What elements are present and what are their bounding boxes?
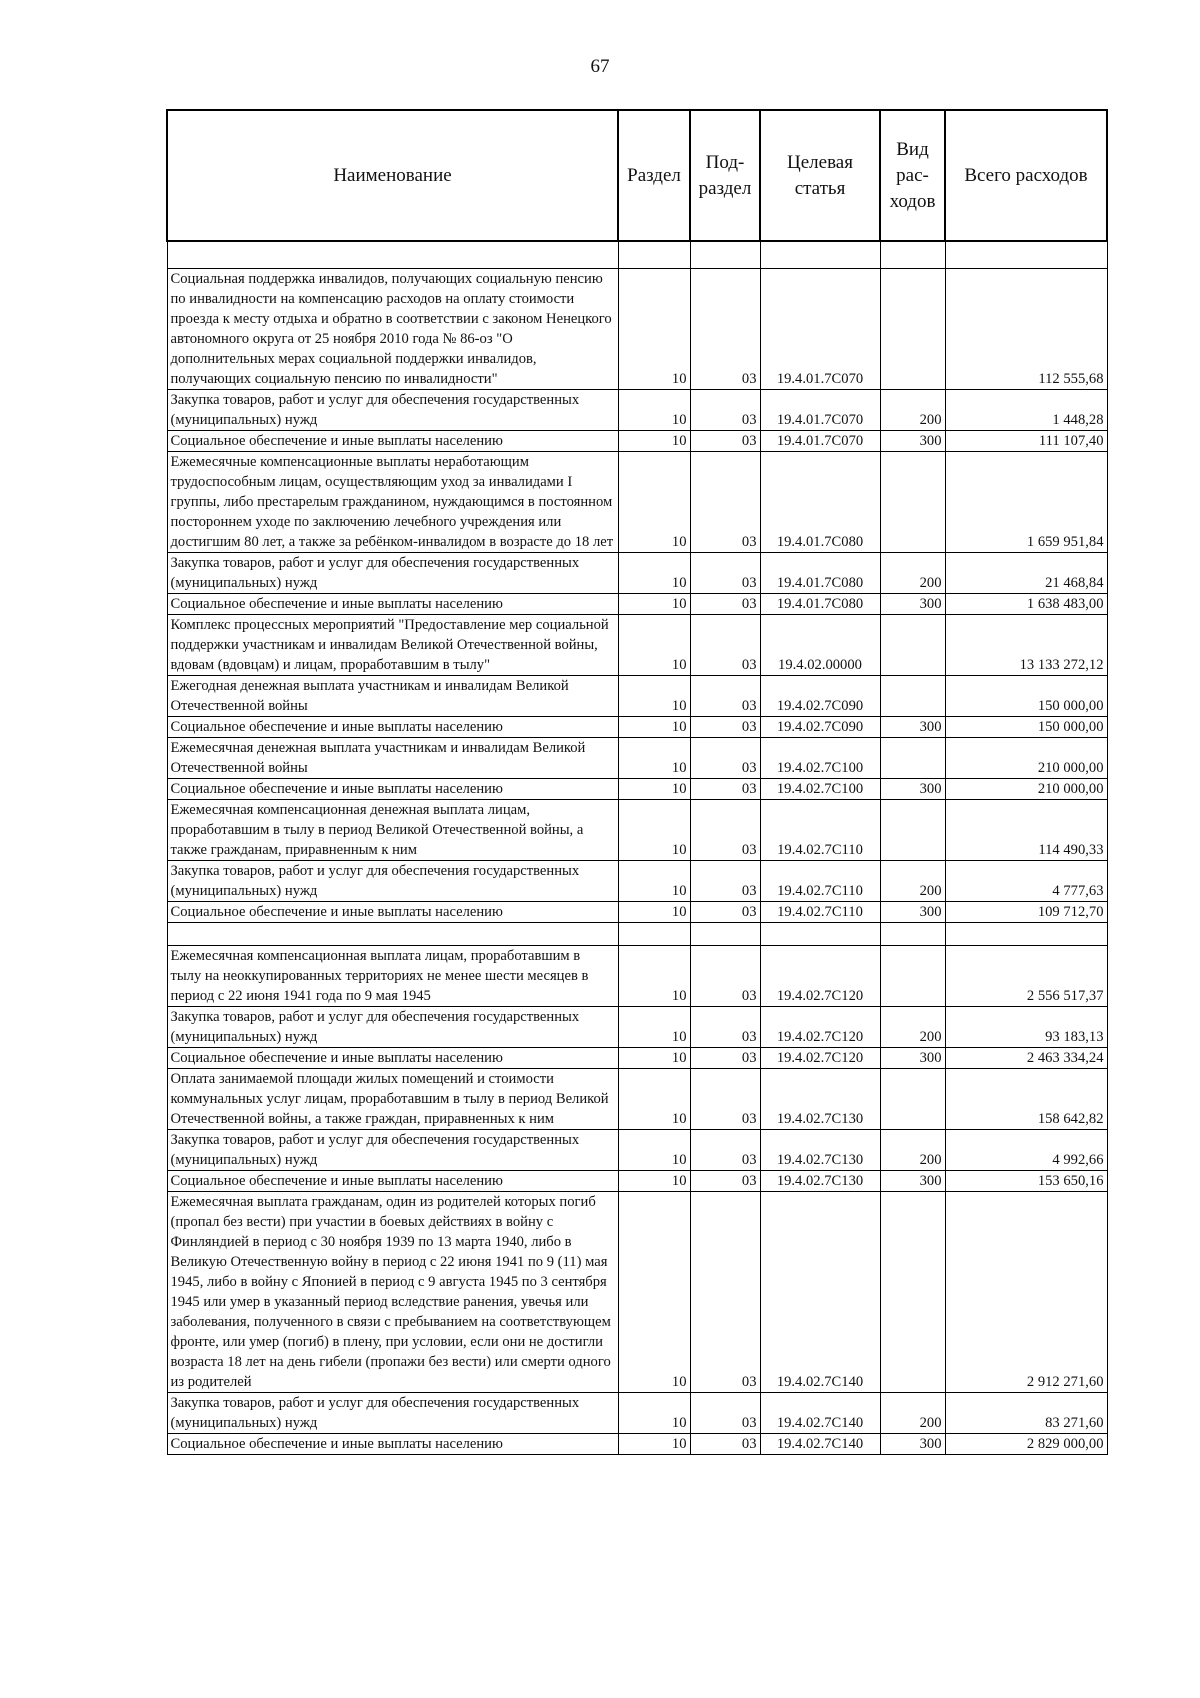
- row-name: Ежемесячная компенсационная денежная выплата лицам, проработавшим в тылу в период Великой Отечественной войны, а также гражданам, приравненным к ним: [167, 800, 618, 861]
- row-name: Закупка товаров, работ и услуг для обеспечения государственных (муниципальных) нужд: [167, 553, 618, 594]
- row-section: 10: [618, 452, 690, 553]
- table-row: [167, 676, 1107, 717]
- row-expense-kind: [880, 738, 945, 779]
- row-section: 10: [618, 553, 690, 594]
- row-total: 4 777,63: [945, 861, 1107, 902]
- table-row: [167, 902, 1107, 923]
- table-row: [167, 1069, 1107, 1130]
- row-expense-kind: 200: [880, 1130, 945, 1171]
- row-total: 2 829 000,00: [945, 1434, 1107, 1455]
- row-name: Ежемесячная компенсационная выплата лицам, проработавшим в тылу на неоккупированных территориях не менее шести месяцев в период с 22 июня 1941 года по 9 мая 1945: [167, 946, 618, 1007]
- row-subsection: 03: [690, 1069, 760, 1130]
- row-expense-kind: 300: [880, 1048, 945, 1069]
- row-name: Закупка товаров, работ и услуг для обеспечения государственных (муниципальных) нужд: [167, 1007, 618, 1048]
- row-target-article: 19.4.02.7С140: [760, 1192, 880, 1393]
- row-target-article: 19.4.02.7С110: [760, 902, 880, 923]
- row-section: 10: [618, 615, 690, 676]
- row-name: Ежегодная денежная выплата участникам и инвалидам Великой Отечественной войны: [167, 676, 618, 717]
- row-name: Социальное обеспечение и иные выплаты населению: [167, 779, 618, 800]
- row-section: 10: [618, 269, 690, 390]
- row-name: Закупка товаров, работ и услуг для обеспечения государственных (муниципальных) нужд: [167, 1130, 618, 1171]
- row-name: Социальное обеспечение и иные выплаты населению: [167, 1048, 618, 1069]
- row-subsection: 03: [690, 615, 760, 676]
- row-section: 10: [618, 861, 690, 902]
- row-expense-kind: [880, 1192, 945, 1393]
- row-target-article: 19.4.01.7С080: [760, 594, 880, 615]
- spacer-cell: [167, 923, 618, 946]
- row-expense-kind: 300: [880, 902, 945, 923]
- row-section: 10: [618, 946, 690, 1007]
- row-subsection: 03: [690, 1130, 760, 1171]
- row-subsection: 03: [690, 1007, 760, 1048]
- spacer-cell: [690, 241, 760, 269]
- table-row: [167, 717, 1107, 738]
- row-section: 10: [618, 676, 690, 717]
- table-row: [167, 946, 1107, 1007]
- row-expense-kind: 200: [880, 1007, 945, 1048]
- row-name: Комплекс процессных мероприятий "Предоставление мер социальной поддержки участникам и инвалидам Великой Отечественной войны, вдовам (вдовцам) и лицам, проработавшим в тылу": [167, 615, 618, 676]
- row-total: 210 000,00: [945, 738, 1107, 779]
- row-expense-kind: 300: [880, 594, 945, 615]
- row-total: 1 659 951,84: [945, 452, 1107, 553]
- row-name: Социальное обеспечение и иные выплаты населению: [167, 431, 618, 452]
- row-section: 10: [618, 1393, 690, 1434]
- row-target-article: 19.4.02.00000: [760, 615, 880, 676]
- row-name: Социальное обеспечение и иные выплаты населению: [167, 902, 618, 923]
- row-section: 10: [618, 902, 690, 923]
- row-total: 150 000,00: [945, 717, 1107, 738]
- row-target-article: 19.4.02.7С100: [760, 779, 880, 800]
- table-row: [167, 738, 1107, 779]
- table-row: [167, 594, 1107, 615]
- row-subsection: 03: [690, 676, 760, 717]
- table-row: [167, 452, 1107, 553]
- row-total: 150 000,00: [945, 676, 1107, 717]
- table-row: [167, 615, 1107, 676]
- row-subsection: 03: [690, 594, 760, 615]
- row-total: 210 000,00: [945, 779, 1107, 800]
- row-name: Оплата занимаемой площади жилых помещений и стоимости коммунальных услуг лицам, проработавшим в тылу в период Великой Отечественной войны, а также граждан, приравненных к ним: [167, 1069, 618, 1130]
- row-target-article: 19.4.02.7С110: [760, 800, 880, 861]
- row-expense-kind: 300: [880, 779, 945, 800]
- row-total: 114 490,33: [945, 800, 1107, 861]
- row-section: 10: [618, 738, 690, 779]
- row-section: 10: [618, 431, 690, 452]
- row-name: Закупка товаров, работ и услуг для обеспечения государственных (муниципальных) нужд: [167, 390, 618, 431]
- row-total: 112 555,68: [945, 269, 1107, 390]
- row-total: 21 468,84: [945, 553, 1107, 594]
- row-section: 10: [618, 1130, 690, 1171]
- table-body: [167, 241, 1107, 1455]
- table-row: [167, 800, 1107, 861]
- row-target-article: 19.4.02.7С120: [760, 946, 880, 1007]
- row-total: 2 556 517,37: [945, 946, 1107, 1007]
- row-target-article: 19.4.02.7С130: [760, 1171, 880, 1192]
- row-name: Социальное обеспечение и иные выплаты населению: [167, 594, 618, 615]
- spacer-cell: [880, 923, 945, 946]
- header-kind: Вид рас- ходов: [880, 110, 945, 241]
- row-subsection: 03: [690, 800, 760, 861]
- row-target-article: 19.4.02.7С130: [760, 1130, 880, 1171]
- row-section: 10: [618, 1434, 690, 1455]
- row-target-article: 19.4.02.7С140: [760, 1393, 880, 1434]
- row-target-article: 19.4.01.7С080: [760, 553, 880, 594]
- row-target-article: 19.4.02.7С090: [760, 717, 880, 738]
- table-row: [167, 390, 1107, 431]
- row-expense-kind: [880, 676, 945, 717]
- table-row: [167, 1434, 1107, 1455]
- row-section: 10: [618, 800, 690, 861]
- header-section: Раздел: [618, 110, 690, 241]
- row-section: 10: [618, 717, 690, 738]
- table-row: [167, 1171, 1107, 1192]
- spacer-cell: [167, 241, 618, 269]
- row-total: 4 992,66: [945, 1130, 1107, 1171]
- row-subsection: 03: [690, 902, 760, 923]
- row-name: Закупка товаров, работ и услуг для обеспечения государственных (муниципальных) нужд: [167, 861, 618, 902]
- row-name: Социальное обеспечение и иные выплаты населению: [167, 1171, 618, 1192]
- table-row: [167, 431, 1107, 452]
- header-total: Всего расходов: [945, 110, 1107, 241]
- row-expense-kind: [880, 452, 945, 553]
- row-name: Социальное обеспечение и иные выплаты населению: [167, 1434, 618, 1455]
- row-subsection: 03: [690, 1192, 760, 1393]
- spacer-cell: [618, 923, 690, 946]
- row-section: 10: [618, 1048, 690, 1069]
- spacer-cell: [945, 241, 1107, 269]
- row-subsection: 03: [690, 1048, 760, 1069]
- row-subsection: 03: [690, 1393, 760, 1434]
- row-expense-kind: 300: [880, 431, 945, 452]
- header-row: [167, 110, 1107, 241]
- row-subsection: 03: [690, 779, 760, 800]
- row-target-article: 19.4.02.7С100: [760, 738, 880, 779]
- row-expense-kind: 300: [880, 717, 945, 738]
- row-section: 10: [618, 390, 690, 431]
- row-total: 111 107,40: [945, 431, 1107, 452]
- row-expense-kind: 200: [880, 390, 945, 431]
- row-subsection: 03: [690, 1434, 760, 1455]
- row-subsection: 03: [690, 452, 760, 553]
- row-total: 1 448,28: [945, 390, 1107, 431]
- row-target-article: 19.4.01.7С080: [760, 452, 880, 553]
- row-name: Ежемесячные компенсационные выплаты неработающим трудоспособным лицам, осуществляющим уход за инвалидами I группы, либо престарелым гражданином, нуждающимся в постоянном постороннем уходе по заключению лечебного учреждения или достигшим 80 лет, а также за ребёнком-инвалидом в возрасте до 18 лет: [167, 452, 618, 553]
- table-row: [167, 861, 1107, 902]
- row-total: 13 133 272,12: [945, 615, 1107, 676]
- row-subsection: 03: [690, 738, 760, 779]
- row-expense-kind: [880, 615, 945, 676]
- row-section: 10: [618, 1192, 690, 1393]
- row-target-article: 19.4.02.7С140: [760, 1434, 880, 1455]
- table-row: [167, 1393, 1107, 1434]
- row-target-article: 19.4.01.7С070: [760, 269, 880, 390]
- spacer-cell: [760, 923, 880, 946]
- row-expense-kind: 200: [880, 861, 945, 902]
- row-target-article: 19.4.02.7С130: [760, 1069, 880, 1130]
- spacer-cell: [618, 241, 690, 269]
- row-subsection: 03: [690, 269, 760, 390]
- row-target-article: 19.4.02.7С120: [760, 1007, 880, 1048]
- spacer-row: [167, 241, 1107, 269]
- row-target-article: 19.4.02.7С120: [760, 1048, 880, 1069]
- row-section: 10: [618, 594, 690, 615]
- row-section: 10: [618, 1007, 690, 1048]
- row-name: Ежемесячная денежная выплата участникам и инвалидам Великой Отечественной войны: [167, 738, 618, 779]
- table-row: [167, 1048, 1107, 1069]
- row-subsection: 03: [690, 946, 760, 1007]
- row-subsection: 03: [690, 390, 760, 431]
- header-target: Целевая статья: [760, 110, 880, 241]
- table-row: [167, 1192, 1107, 1393]
- row-total: 109 712,70: [945, 902, 1107, 923]
- row-subsection: 03: [690, 431, 760, 452]
- row-section: 10: [618, 779, 690, 800]
- row-expense-kind: [880, 269, 945, 390]
- spacer-cell: [760, 241, 880, 269]
- row-subsection: 03: [690, 861, 760, 902]
- row-total: 2 463 334,24: [945, 1048, 1107, 1069]
- row-target-article: 19.4.02.7С110: [760, 861, 880, 902]
- row-total: 153 650,16: [945, 1171, 1107, 1192]
- row-expense-kind: [880, 1069, 945, 1130]
- row-subsection: 03: [690, 553, 760, 594]
- row-name: Закупка товаров, работ и услуг для обеспечения государственных (муниципальных) нужд: [167, 1393, 618, 1434]
- row-name: Социальное обеспечение и иные выплаты населению: [167, 717, 618, 738]
- spacer-cell: [880, 241, 945, 269]
- row-section: 10: [618, 1171, 690, 1192]
- row-total: 158 642,82: [945, 1069, 1107, 1130]
- spacer-cell: [690, 923, 760, 946]
- table-row: [167, 779, 1107, 800]
- spacer-row: [167, 923, 1107, 946]
- row-subsection: 03: [690, 717, 760, 738]
- row-name: Социальная поддержка инвалидов, получающих социальную пенсию по инвалидности на компенсацию расходов на оплату стоимости проезда к месту отдыха и обратно в соответствии с законом Ненецкого автономного округа от 25 ноября 2010 года № 86-оз "О дополнительных мерах социальной поддержки инвалидов, получающих социальную пенсию по инвалидности": [167, 269, 618, 390]
- row-target-article: 19.4.02.7С090: [760, 676, 880, 717]
- table-row: [167, 1007, 1107, 1048]
- spacer-cell: [945, 923, 1107, 946]
- row-expense-kind: [880, 946, 945, 1007]
- table-row: [167, 269, 1107, 390]
- table-row: [167, 1130, 1107, 1171]
- row-expense-kind: 300: [880, 1171, 945, 1192]
- row-total: 2 912 271,60: [945, 1192, 1107, 1393]
- row-target-article: 19.4.01.7С070: [760, 431, 880, 452]
- row-expense-kind: [880, 800, 945, 861]
- table-row: [167, 553, 1107, 594]
- row-target-article: 19.4.01.7С070: [760, 390, 880, 431]
- row-total: 83 271,60: [945, 1393, 1107, 1434]
- row-total: 93 183,13: [945, 1007, 1107, 1048]
- row-expense-kind: 300: [880, 1434, 945, 1455]
- row-expense-kind: 200: [880, 553, 945, 594]
- budget-table: [166, 109, 1108, 1455]
- row-expense-kind: 200: [880, 1393, 945, 1434]
- header-name: Наименование: [167, 110, 618, 241]
- page-number: 67: [590, 56, 610, 77]
- row-name: Ежемесячная выплата гражданам, один из родителей которых погиб (пропал без вести) при участии в боевых действиях в войну с Финляндией в период с 30 ноября 1939 по 13 марта 1940, либо в Великую Отечественную войну в период с 22 июня 1941 по 9 (11) мая 1945, либо в войну с Японией в период с 9 августа 1945 по 3 сентября 1945 или умер в указанный период вследствие ранения, увечья или заболевания, полученного в связи с пребыванием на соответствующем фронте, или умер (погиб) в плену, при условии, если они не достигли возраста 18 лет на день гибели (пропажи без вести) или смерти одного из родителей: [167, 1192, 618, 1393]
- header-subsection: Под- раздел: [690, 110, 760, 241]
- row-subsection: 03: [690, 1171, 760, 1192]
- row-total: 1 638 483,00: [945, 594, 1107, 615]
- row-section: 10: [618, 1069, 690, 1130]
